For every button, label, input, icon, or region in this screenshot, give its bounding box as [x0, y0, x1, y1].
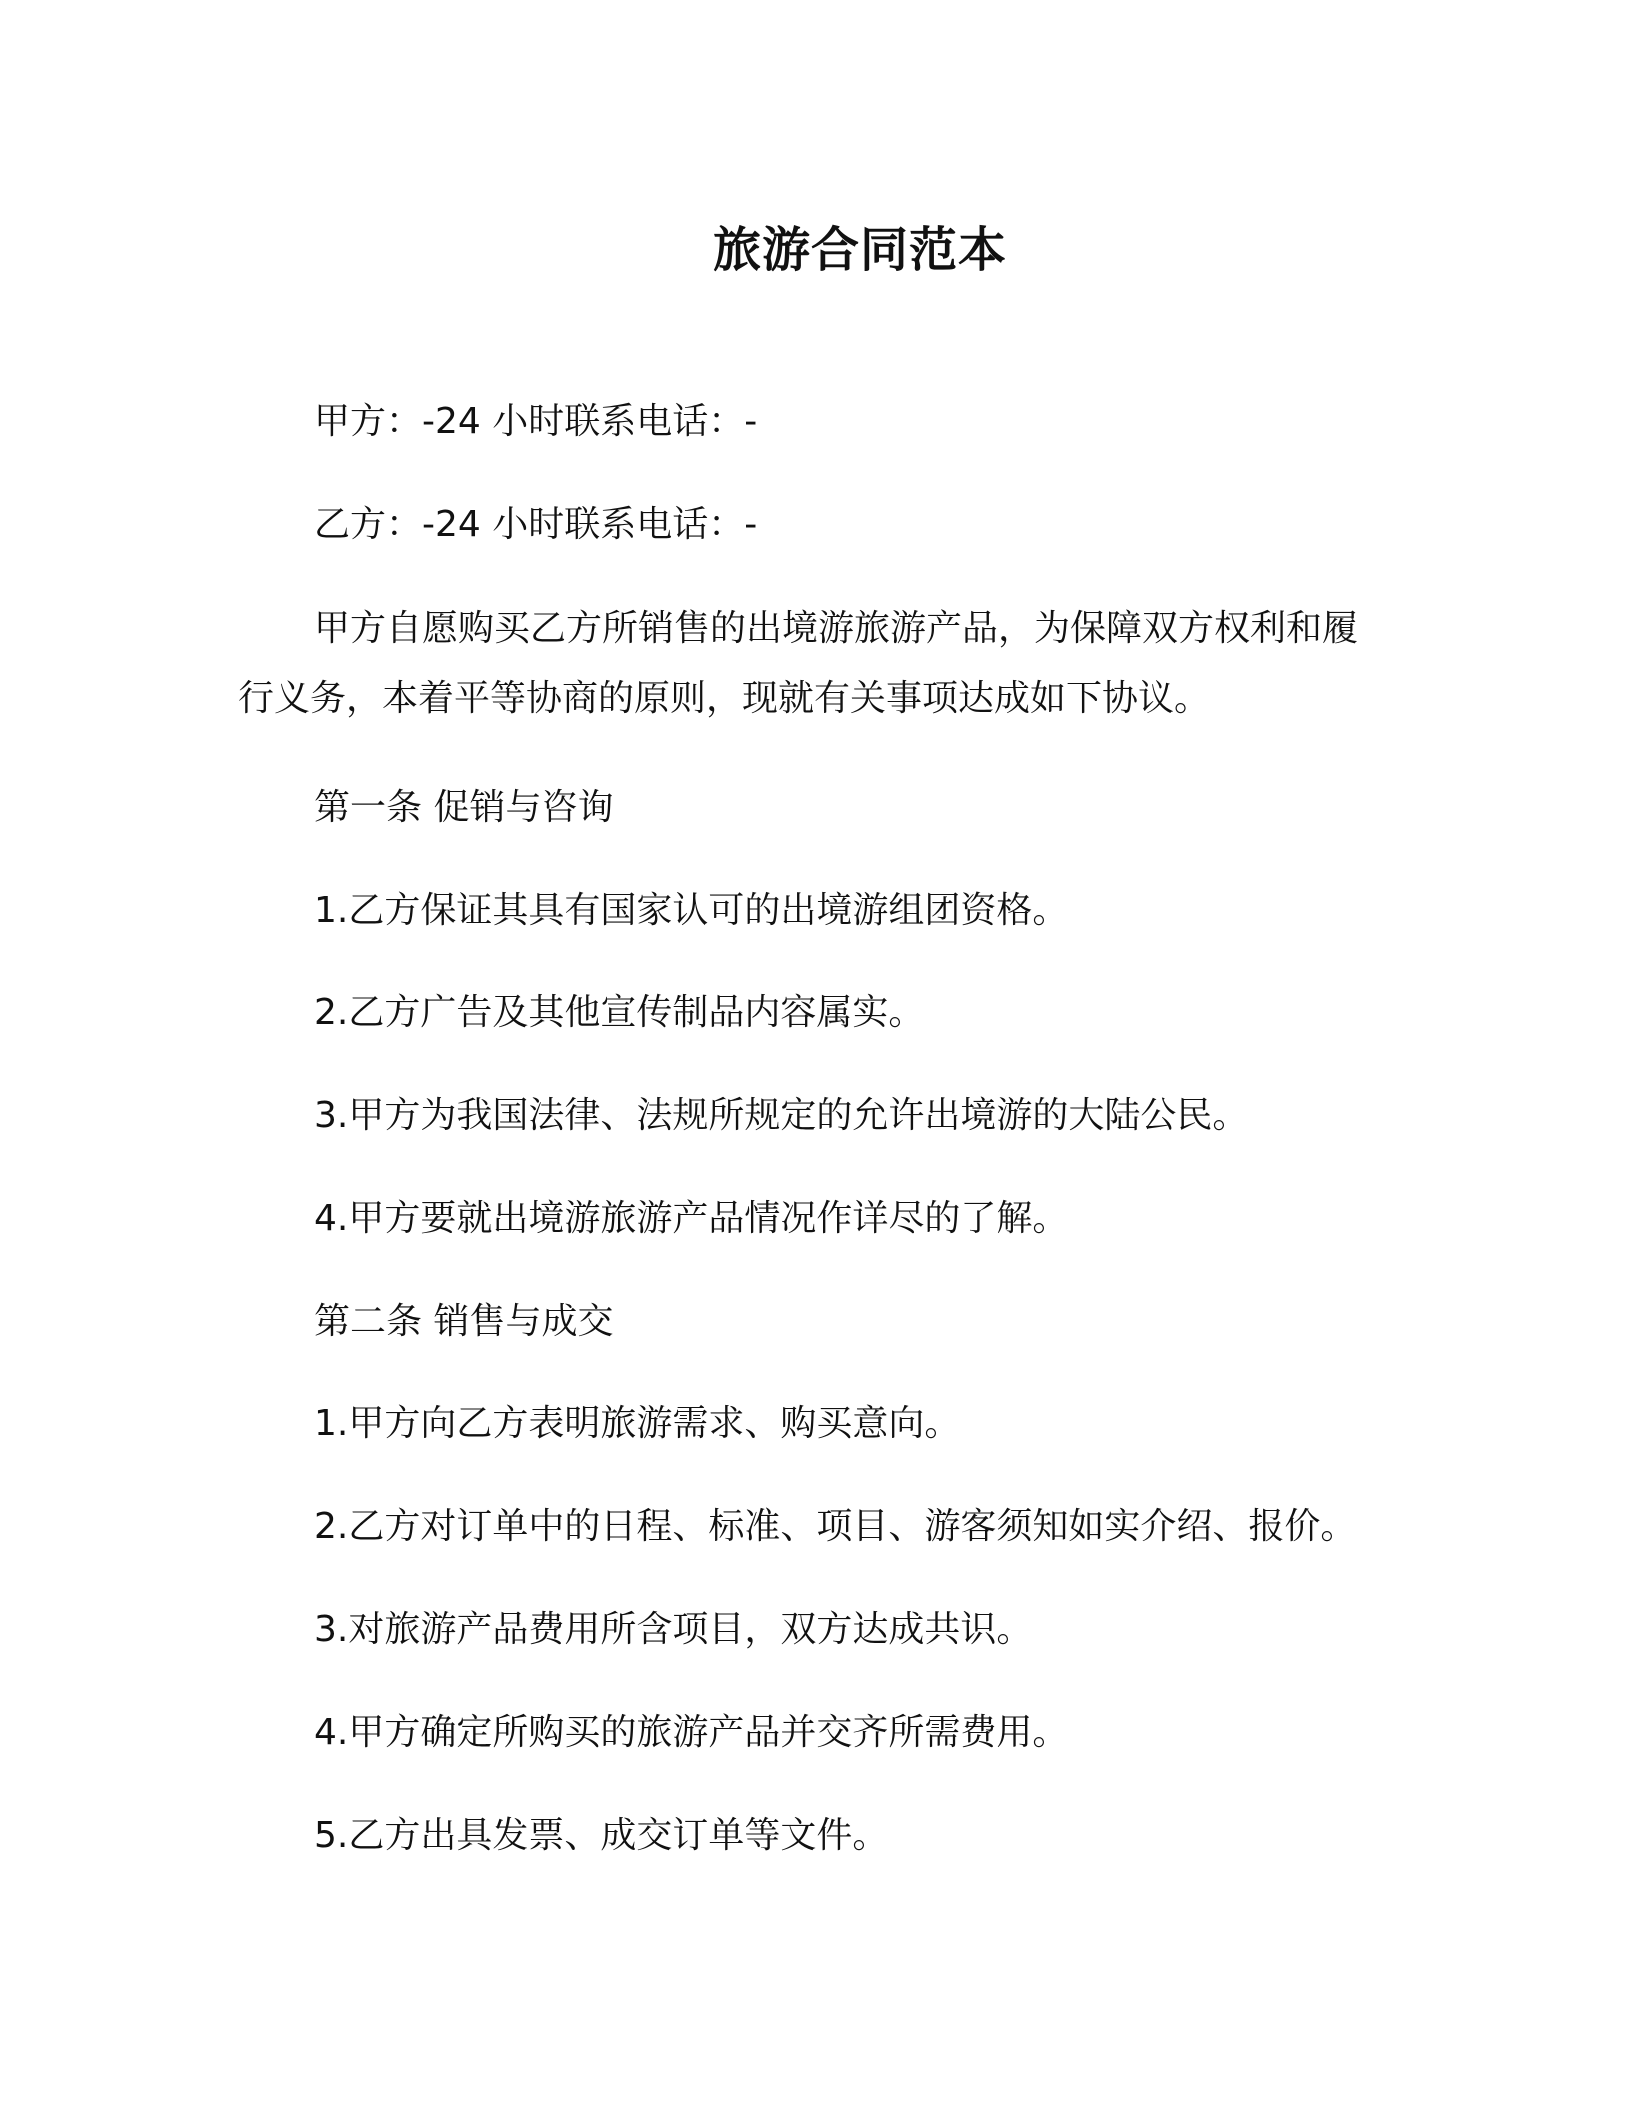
article-item: 4.甲方确定所购买的旅游产品并交齐所需费用。	[314, 1712, 1069, 1753]
article-item: 2.乙方广告及其他宣传制品内容属实。	[314, 992, 925, 1033]
article-item: 1.甲方向乙方表明旅游需求、购买意向。	[314, 1403, 961, 1444]
document-title: 旅游合同范本	[712, 222, 1007, 278]
article-item: 3.甲方为我国法律、法规所规定的允许出境游的大陆公民。	[314, 1095, 1249, 1136]
article-item: 5.乙方出具发票、成交订单等文件。	[314, 1815, 889, 1856]
party-b-line: 乙方：-24 小时联系电话：-	[314, 504, 758, 545]
article-item: 4.甲方要就出境游旅游产品情况作详尽的了解。	[314, 1198, 1069, 1239]
party-a-line: 甲方：-24 小时联系电话：-	[314, 401, 758, 442]
article-heading: 第一条 促销与咨询	[314, 787, 614, 828]
article-item: 1.乙方保证其具有国家认可的出境游组团资格。	[314, 890, 1069, 931]
article-item: 2.乙方对订单中的日程、标准、项目、游客须知如实介绍、报价。	[314, 1506, 1357, 1547]
article-item: 3.对旅游产品费用所含项目，双方达成共识。	[314, 1609, 1033, 1650]
article-heading: 第二条 销售与成交	[314, 1301, 614, 1342]
intro-paragraph: 甲方自愿购买乙方所销售的出境游旅游产品，为保障双方权利和履行义务，本着平等协商的原则，现就有关事项达成如下协议。	[238, 608, 1359, 719]
